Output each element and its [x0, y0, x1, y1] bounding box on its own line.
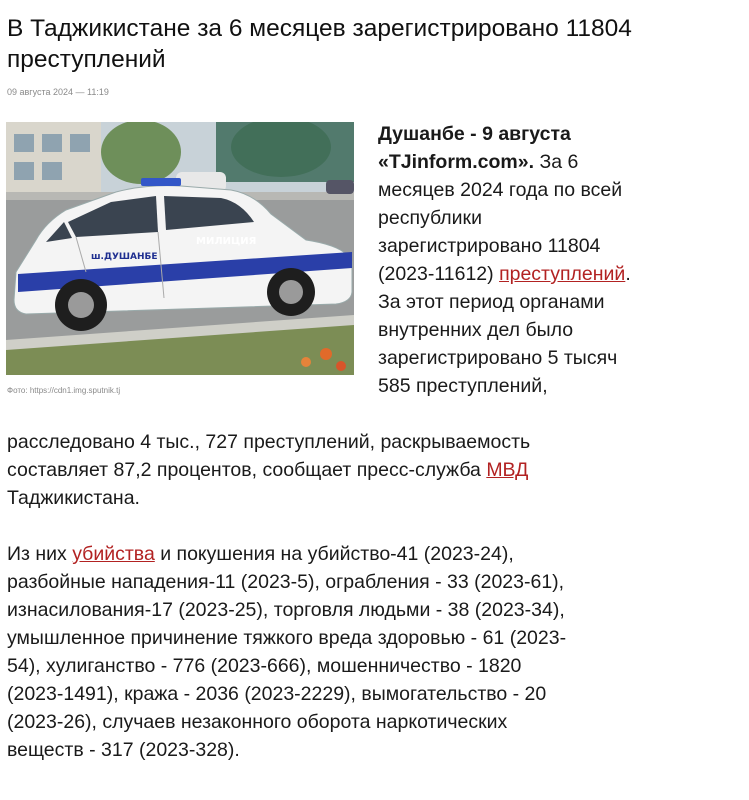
lead-text: .: [625, 263, 631, 285]
lead-text: месяцев 2024 года по всей: [378, 179, 623, 201]
stats-text: (2023-1491), кража - 2036 (2023-2229), вымогательство - 20: [7, 683, 547, 705]
crimes-link[interactable]: преступлений: [499, 263, 626, 285]
title-line: преступлений: [7, 46, 166, 73]
stats-text: разбойные нападения-11 (2023-5), ограбления - 33 (2023-61),: [7, 571, 565, 593]
source-name: «TJinform.com».: [378, 151, 535, 173]
stats-text: изнасилования-17 (2023-25), торговля людьми - 38 (2023-34),: [7, 599, 565, 621]
stats-text: веществ - 317 (2023-328).: [7, 739, 240, 761]
mvd-link[interactable]: МВД: [486, 459, 529, 481]
lead-text: За 6: [534, 151, 579, 173]
lead-text: республики: [378, 207, 482, 229]
lead-text: (2023-11612): [378, 263, 500, 285]
stats-text: 54), хулиганство - 776 (2023-666), мошенничество - 1820: [7, 655, 522, 677]
stats-text: Из них: [7, 543, 73, 565]
publish-date: 09 августа 2024 — 11:19: [7, 87, 109, 97]
dateline-city: Душанбе - 9 августа: [378, 123, 571, 145]
statistics-paragraph: [7, 540, 737, 764]
stats-text: и покушения на убийство-41 (2023-24),: [154, 543, 514, 565]
car-side-text: ш.ДУШАНБЕ: [91, 252, 158, 262]
lead-text: расследовано 4 тыс., 727 преступлений, раскрываемость: [7, 431, 531, 453]
lead-text: зарегистрировано 5 тысяч: [378, 347, 618, 369]
stats-text: умышленное причинение тяжкого вреда здоровью - 61 (2023-: [7, 627, 567, 649]
article-title: [7, 13, 737, 75]
lead-paragraph-column: [378, 120, 728, 400]
lead-text: внутренних дел было: [378, 319, 574, 341]
title-line: В Таджикистане за 6 месяцев зарегистрировано 11804: [7, 15, 632, 42]
article-photo: [6, 122, 354, 375]
murders-link[interactable]: убийства: [72, 543, 155, 565]
lead-text: За этот период органами: [378, 291, 605, 313]
lead-text: 585 преступлений,: [378, 375, 548, 397]
lead-text: составляет 87,2 процентов, сообщает пресс-служба: [7, 459, 487, 481]
stats-text: (2023-26), случаев незаконного оборота наркотических: [7, 711, 508, 733]
photo-caption: Фото: https://cdn1.img.sputnik.tj: [7, 386, 121, 395]
car-door-text: МИЛИЦИЯ: [196, 236, 257, 247]
police-car-photo: [6, 122, 354, 375]
lead-paragraph-continued: [7, 428, 737, 512]
lead-text: зарегистрировано 11804: [378, 235, 601, 257]
lead-text: Таджикистана.: [7, 487, 140, 509]
